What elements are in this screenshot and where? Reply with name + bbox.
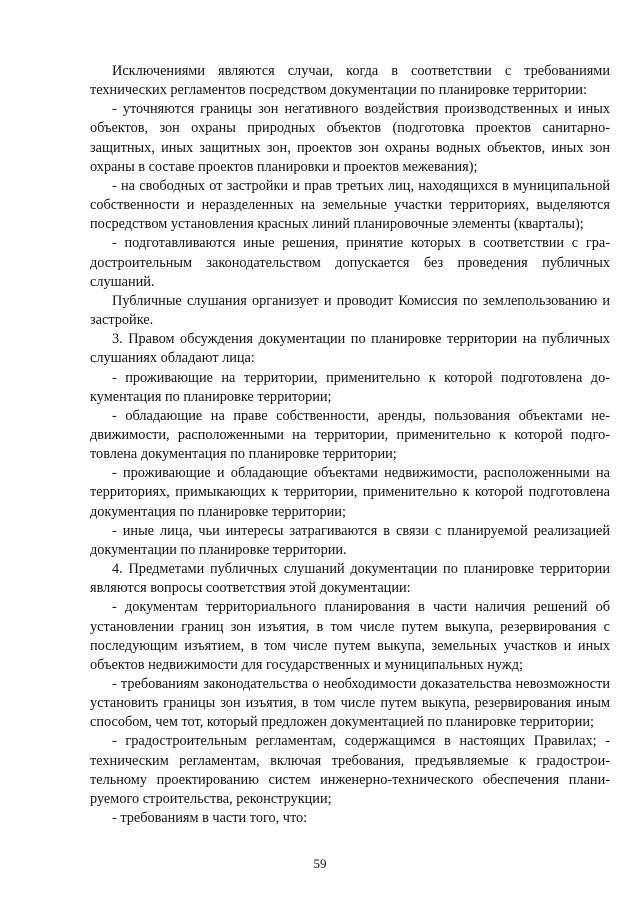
paragraph-owners: - обладающие на праве собственности, аренды, пользования объектами недвижимости, расположенными на территории, применительно к которой подготовлена документация по планировке территории; xyxy=(90,407,610,463)
paragraph-adjacent: - проживающие и обладающие объектами недвижимости, расположенными на территориях, примыкающих к территории, применительно к которой подготовлена документация по планировке территории; xyxy=(90,465,610,520)
paragraph-red-lines: - на свободных от застройки и прав третьих лиц, находящихся в муниципальной собственности и неразделенных на земельные участки территориях, выделяются посредством установления красных линий планировочные элементы (кварталы); xyxy=(90,177,610,233)
paragraph-other-decisions: - подготавливаются иные решения, принятие которых в соответствии с градостроительным законодательством допускается без проведения публичных слушаний. xyxy=(90,235,610,290)
page-number: 59 xyxy=(313,856,327,871)
paragraph-residents: - проживающие на территории, применительно к которой подготовлена документация по планировке территории; xyxy=(90,369,610,405)
paragraph-impact-zones: - уточняются границы зон негативного воздействия производственных и иных объектов, зон охраны природных объектов (подготовка проектов санитарно-защитных, иных защитных зон, проектов зон охраны водных объектов, иных зон охраны в составе проектов планировки и проектов межевания); xyxy=(90,101,610,175)
paragraph-requirements: - требованиям в части того, что: xyxy=(112,810,308,827)
paragraph-legislation: - требованиям законодательства о необходимости доказательства невозможности установить границы зон изъятия, в том числе путем выкупа, резервирования иным способом, чем тот, который предложен документацией по планировке территории; xyxy=(90,676,610,731)
paragraph-commission: Публичные слушания организует и проводит Комиссия по землепользованию и застройке. xyxy=(90,292,610,329)
paragraph-section-4: 4. Предметами публичных слушаний документации по планировке территории являются вопросы соответствия этой документации: xyxy=(90,561,610,597)
paragraph-section-3: 3. Правом обсуждения документации по планировке территории на публичных слушаниях обладают лица: xyxy=(90,331,610,367)
body-text xyxy=(90,62,610,828)
paragraph-exceptions-intro: Исключениями являются случаи, когда в соответствии с требованиями технических регламентов посредством документации по планировке территории: xyxy=(90,63,610,99)
paragraph-regulations: - градостроительным регламентам, содержащимся в настоящих Правилах; - техническим регламентам, включая требования, предъявляемые к градостроительному проектированию систем инженерно-технического обеспечения планируемого строительства, реконструкции; xyxy=(90,733,610,807)
paragraph-other-persons: - иные лица, чьи интересы затрагиваются в связи с планируемой реализацией документации по планировке территории. xyxy=(90,522,610,558)
paragraph-territorial-planning: - документам территориального планирования в части наличия решений об установлении границ зон изъятия, в том числе путем выкупа, резервирования с последующим изъятием, в том числе путем выкупа, земельных участков и иных объектов недвижимости для государственных и муниципальных нужд; xyxy=(90,599,610,673)
